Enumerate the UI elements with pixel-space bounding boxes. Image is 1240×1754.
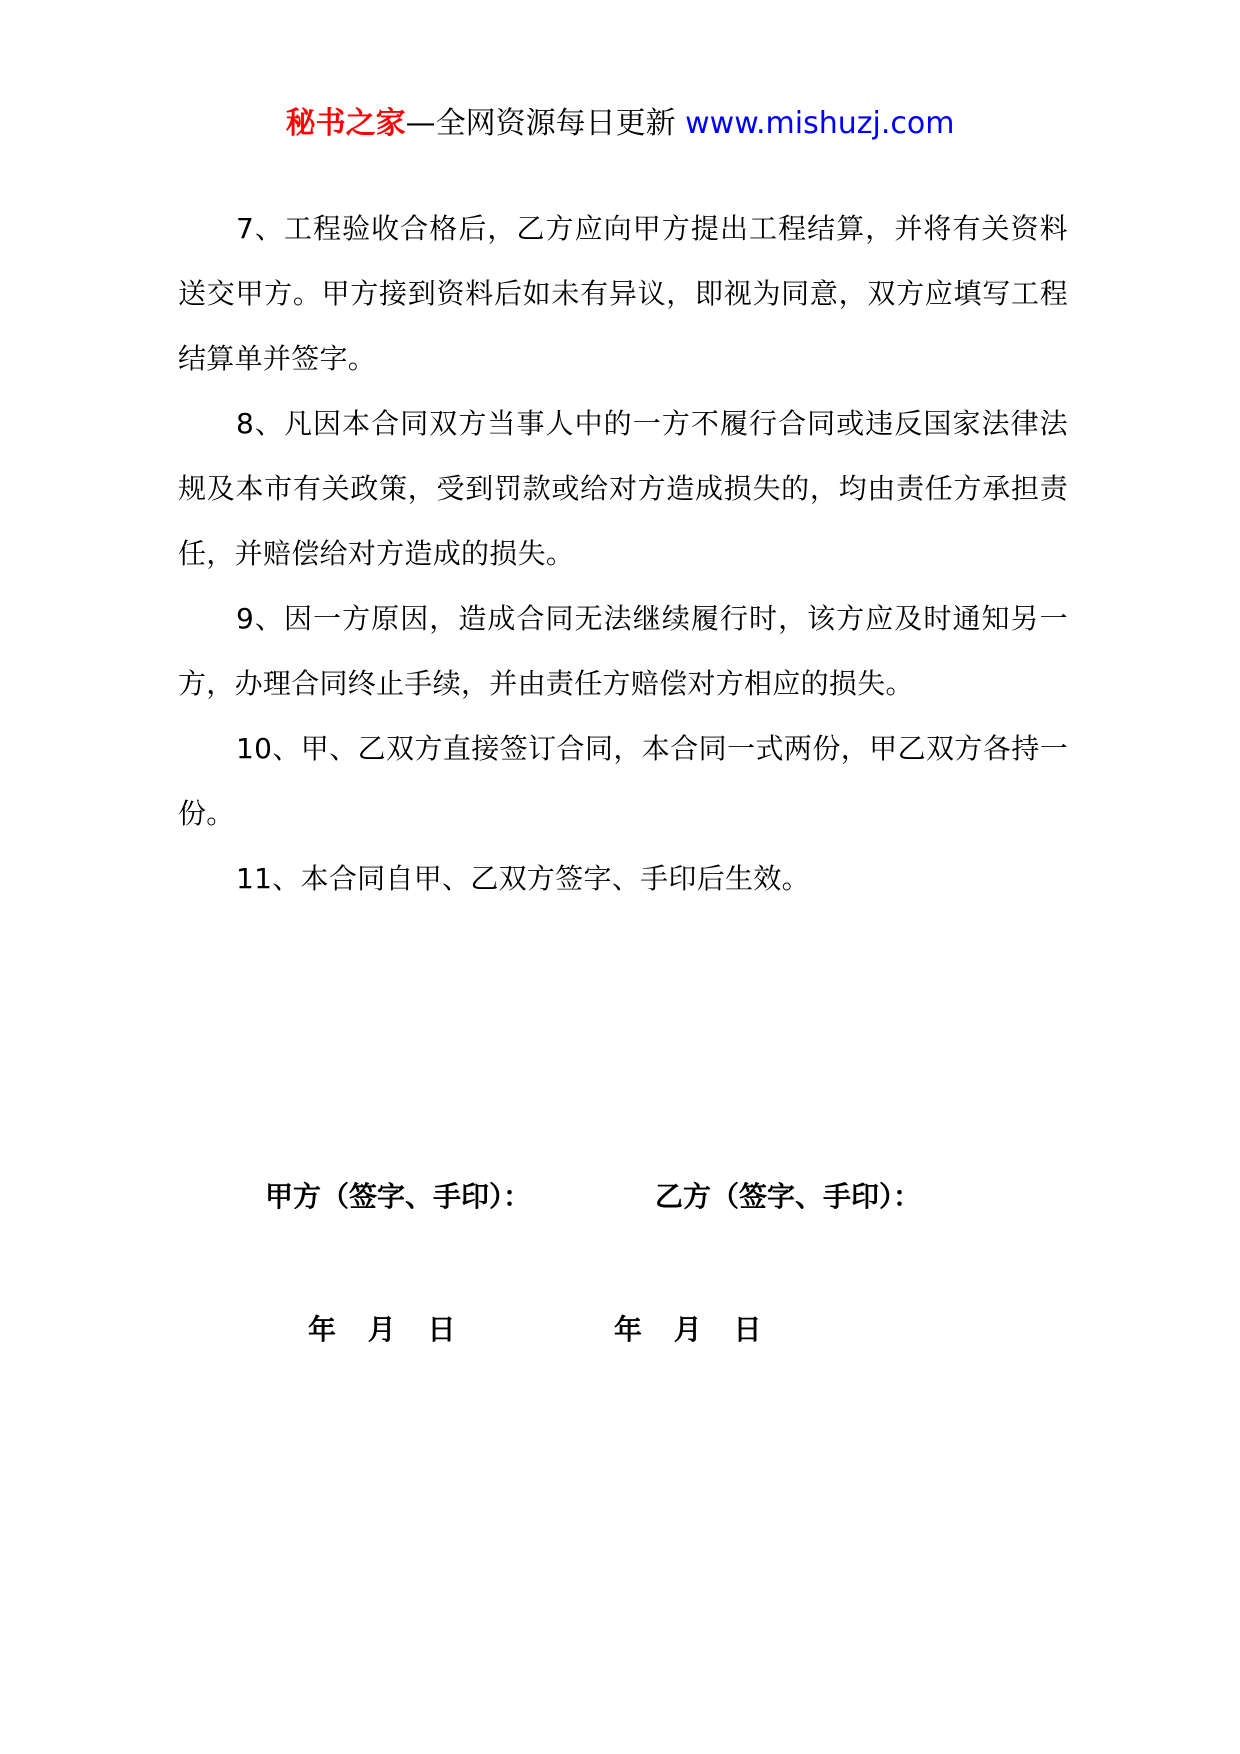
contract-body xyxy=(178,196,1068,911)
party-a-date-label: 年 月 日 xyxy=(308,1313,456,1346)
party-b-signature-label: 乙方（签字、手印）： xyxy=(655,1180,922,1213)
site-header xyxy=(0,104,1240,144)
clause-9: 9、因一方原因，造成合同无法继续履行时，该方应及时通知另一方，办理合同终止手续，并由责任方赔偿对方相应的损失。 xyxy=(178,602,1068,700)
clause-10: 10、甲、乙双方直接签订合同，本合同一式两份，甲乙双方各持一份。 xyxy=(178,732,1068,830)
site-url-link[interactable]: www.mishuzj.com xyxy=(685,106,955,141)
party-b-date-label: 年 月 日 xyxy=(614,1313,762,1346)
clause-11: 11、本合同自甲、乙双方签字、手印后生效。 xyxy=(236,862,810,895)
party-a-signature-label: 甲方（签字、手印）： xyxy=(265,1180,532,1213)
site-tagline: —全网资源每日更新 xyxy=(405,106,676,141)
site-brand: 秘书之家 xyxy=(285,106,406,141)
clause-8: 8、凡因本合同双方当事人中的一方不履行合同或违反国家法律法规及本市有关政策，受到罚款或给对方造成损失的，均由责任方承担责任，并赔偿给对方造成的损失。 xyxy=(178,407,1068,570)
clause-7: 7、工程验收合格后，乙方应向甲方提出工程结算，并将有关资料送交甲方。甲方接到资料后如未有异议，即视为同意，双方应填写工程结算单并签字。 xyxy=(178,212,1068,375)
